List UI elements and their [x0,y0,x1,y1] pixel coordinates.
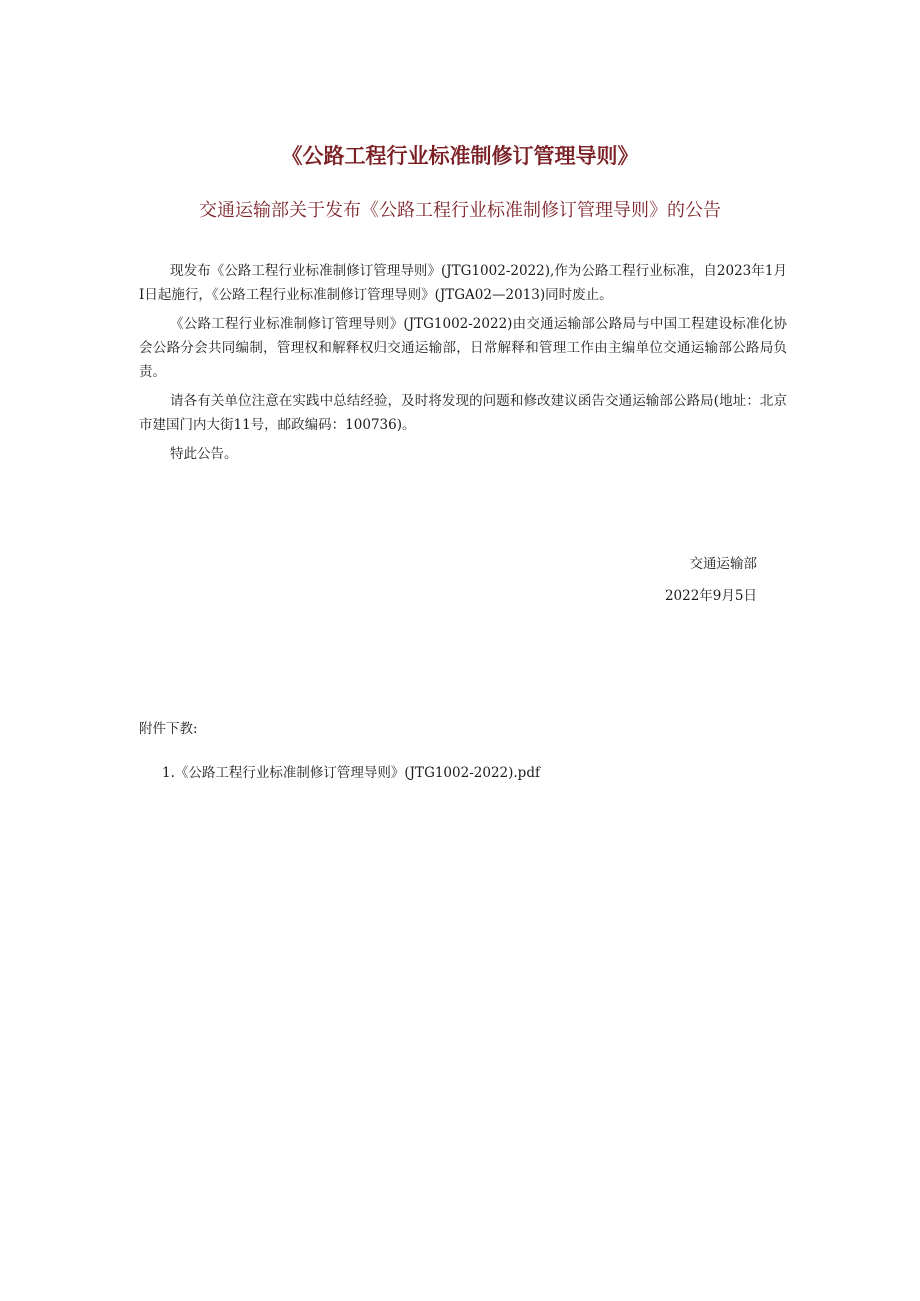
attachment-list [162,762,540,784]
paragraph-authority: 《公路工程行业标准制修订管理导则》(JTG1002-2022)由交通运输部公路局与中国工程建设标准化协会公路分会共同编制，管理权和解释权归交通运输部，日常解释和管理工作由主编单位交通运输部公路局负责。 [139,316,787,380]
signature-block [665,553,757,607]
attachments-label: 附件下教: [139,721,198,737]
document-title: 《公路工程行业标准制修订管理导则》 [281,144,639,168]
signature-organization: 交通运输部 [689,556,757,572]
paragraph-closing: 特此公告。 [170,446,238,462]
attachment-download-link[interactable]: 1.《公路工程行业标准制修订管理导则》(JTG1002-2022).pdf [162,765,540,781]
announcement-body [139,259,787,471]
paragraph-feedback: 请各有关单位注意在实践中总结经验，及时将发现的问题和修改建议函告交通运输部公路局(地址：北京市建国门内大街11号，邮政编码：100736)。 [139,393,787,433]
list-item [162,762,540,784]
announcement-heading: 交通运输部关于发布《公路工程行业标准制修订管理导则》的公告 [199,200,721,221]
signature-date: 2022年9月5日 [664,588,757,604]
paragraph-release: 现发布《公路工程行业标准制修订管理导则》(JTG1002-2022),作为公路工程行业标准，自2023年1月I日起施行，《公路工程行业标准制修订管理导则》(JTGA02—2013)同时废止。 [139,263,787,303]
